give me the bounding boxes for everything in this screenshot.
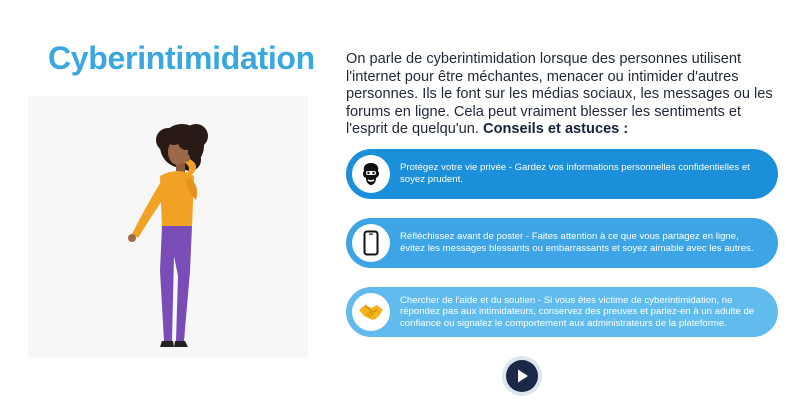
- intro-paragraph: [346, 51, 786, 139]
- page-title: Cyberintimidation: [48, 40, 315, 76]
- tip-think-before-posting: [346, 218, 778, 268]
- tip-text: Protégez votre vie privée - Gardez vos informations personnelles confidentielles et soyez prudent.: [400, 162, 750, 185]
- play-icon: [506, 360, 538, 392]
- tip-text: Chercher de l'aide et du soutien - Si vous êtes victime de cyberintimidation, ne répondez pas aux intimidateurs, conservez des preuves et parlez-en à un adulte de confiance ou signalez le comportement aux administrateurs de la plateforme.: [400, 294, 755, 329]
- handshake-icon: [352, 293, 390, 331]
- tip-seek-help: [346, 287, 778, 337]
- intro-text: On parle de cyberintimidation lorsque des personnes utilisent l'internet pour être méchantes, menacer ou intimider d'autres personnes. Ils le font sur les médias sociaux, les messages ou les forums en ligne. Cela peut vraiment blesser les sentiments et l'esprit de quelqu'un.: [346, 51, 773, 137]
- privacy-mask-icon: [352, 155, 390, 193]
- play-button[interactable]: [502, 356, 542, 396]
- sad-woman-illustration: [28, 96, 308, 358]
- tips-heading: Conseils et astuces :: [483, 121, 629, 137]
- tip-text: Réfléchissez avant de poster - Faites attention à ce que vous partagez en ligne, évitez les messages blessants ou embarrassants et soyez aimable avec les autres.: [400, 231, 754, 254]
- smartphone-icon: [352, 224, 390, 262]
- tip-privacy: [346, 149, 778, 199]
